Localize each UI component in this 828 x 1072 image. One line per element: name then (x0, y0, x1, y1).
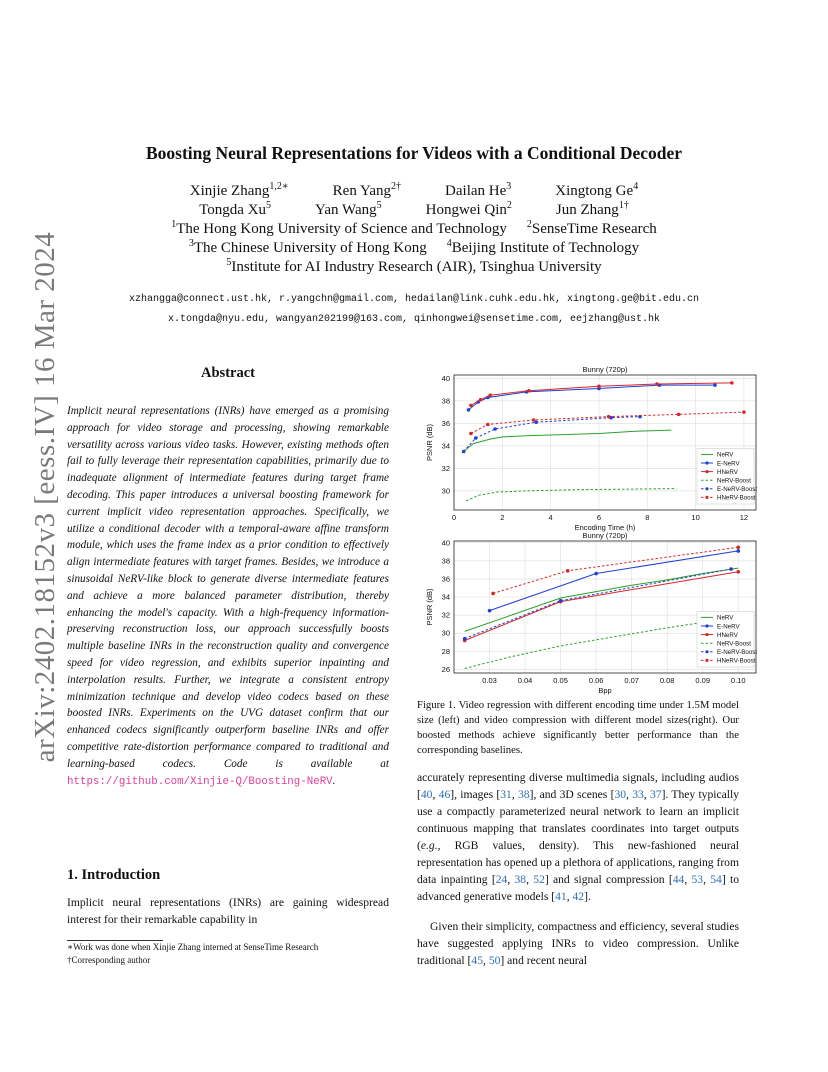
affiliation-name: The Chinese University of Hong Kong (193, 240, 427, 256)
author-name: Ren Yang (332, 183, 392, 199)
affiliation-sup: 5 (226, 257, 232, 268)
data-point (713, 383, 717, 387)
x-tick-label: 0.09 (695, 676, 711, 685)
affiliation (527, 221, 657, 238)
data-point (532, 418, 536, 422)
y-tick-label: 26 (441, 664, 450, 674)
x-tick-label: 0.03 (482, 676, 497, 685)
x-tick-label: 0.08 (659, 676, 675, 685)
text: e.g. (420, 839, 438, 852)
citation-link[interactable]: 53 (691, 873, 704, 886)
text: , (507, 873, 515, 886)
text: ]. They typically use a compactly parameterized neural network to learn an implicit continuous mapping that translates coordinates into target outputs ( (417, 788, 740, 852)
series-line (466, 489, 676, 501)
citation-link[interactable]: 38 (514, 873, 527, 886)
intro-paragraph: Implicit neural representations (INRs) are gaining widespread interest for their remarkable capability in (67, 896, 389, 926)
citation-link[interactable]: 40 (420, 788, 433, 801)
y-tick-label: 36 (441, 418, 450, 428)
text: ] to advanced generative models [ (417, 873, 739, 903)
superscript: 5 (266, 200, 272, 211)
legend-marker (705, 659, 708, 662)
text: , (703, 873, 711, 886)
legend-marker (705, 496, 708, 499)
author-name: Tongda Xu (199, 202, 267, 218)
text: , (566, 890, 573, 903)
citation-link[interactable]: 54 (710, 873, 722, 886)
legend-marker (705, 461, 708, 464)
text: ] and signal compression [ (544, 873, 673, 886)
section-heading-introduction: 1. Introduction (67, 867, 161, 883)
citation-link[interactable]: 46 (438, 788, 451, 801)
data-point (486, 423, 490, 427)
legend-label: E-NeRV (717, 460, 740, 468)
intro-paragraph-right (417, 769, 739, 905)
affiliation-row-3 (0, 259, 828, 276)
data-point (463, 637, 467, 641)
citation-link[interactable]: 50 (488, 954, 501, 967)
text: ] and recent neural (500, 954, 587, 967)
footnote-2: †Corresponding author (67, 955, 151, 965)
affiliation-name: Beijing Institute of Technology (451, 240, 640, 256)
author (445, 183, 511, 200)
data-point (488, 609, 492, 613)
chart-title: Bunny (720p) (582, 531, 628, 540)
text: ], images [ (450, 788, 501, 801)
citation-link[interactable]: 30 (614, 788, 627, 801)
y-axis-label: PSNR (dB) (425, 588, 434, 626)
superscript: 3 (506, 181, 512, 192)
text: Given their simplicity, compactness and efficiency, several studies have suggested applying INRs to video compression. Unlike traditional [ (417, 920, 739, 967)
legend-label: E-NeRV (717, 623, 740, 631)
legend-label: E-NeRV-Boost (717, 486, 758, 494)
data-point (479, 398, 483, 402)
data-point (607, 415, 611, 419)
abstract-heading: Abstract (201, 365, 255, 381)
author (199, 202, 271, 219)
x-tick-label: 0 (451, 513, 457, 522)
x-axis-label: Bpp (598, 686, 612, 695)
y-tick-label: 40 (441, 538, 450, 548)
legend-marker (705, 470, 708, 473)
legend-label: NeRV (717, 614, 734, 622)
superscript: 4 (446, 238, 452, 249)
affiliation-row-2 (0, 240, 828, 257)
x-tick-label: 0.07 (624, 676, 639, 685)
author-name: Yan Wang (315, 202, 377, 218)
affiliation (447, 240, 639, 257)
data-point (527, 389, 531, 393)
author-name: Jun Zhang (555, 202, 619, 218)
affiliation-name: Institute for AI Industry Research (AIR), Tsinghua University (231, 259, 602, 275)
x-tick-label: 0.06 (588, 676, 604, 685)
superscript: 2 (526, 219, 532, 230)
data-point (729, 567, 733, 571)
legend-label: HNeRV-Boost (717, 494, 756, 502)
author-name: Dailan He (445, 183, 507, 199)
data-point (488, 393, 492, 397)
email-list-1[interactable]: xzhangga@connect.ust.hk, r.yangchn@gmail.com, hedailan@link.cuhk.edu.hk, xingtong.ge@bit.edu.cn (128, 294, 700, 305)
legend-label: NeRV-Boost (717, 477, 751, 485)
abstract-text: Implicit neural representations (INRs) have emerged as a promising approach for video storage and processing, showing remarkable versatility across various video tasks. However, existing methods often fail to fully leverage their representation capabilities, primarily due to inadequate alignment of intermediate features during target frame decoding. This paper introduces a universal boosting framework for current implicit video representation approaches. Specifically, we utilize a conditional decoder with a temporal-aware affine transform module, which uses the frame index as a prior condition to effectively align intermediate features with target frames. Besides, we introduce a sinusoidal NeRV-like block to generate diverse intermediate features and achieve a more balanced parameter distribution, thereby enhancing the model's capacity. With a high-frequency information-preserving reconstruction loss, our approach successfully boosts multiple baseline INRs in the reconstruction quality and convergence speed for video regression, and exhibits superior inpainting and interpolation results. Further, we integrate a consistent entropy minimization technique and develop video codecs based on these boosted INRs. Experiments on the UVG dataset confirm that our enhanced codecs significantly outperform baseline INRs and offer competitive rate-distortion performance compared to traditional and learning-based codecs. Code is available at (67, 405, 389, 770)
y-tick-label: 32 (441, 463, 450, 473)
x-tick-label: 4 (548, 513, 553, 522)
citation-link[interactable]: 33 (632, 788, 644, 801)
legend-marker (705, 487, 708, 490)
citation-link[interactable]: 41 (555, 890, 567, 903)
text: , RGB values, density). This new-fashioned neural representation has opened up a plethora of applications, ranging from data inpainting [ (417, 839, 739, 886)
x-tick-label: 0.10 (730, 676, 746, 685)
legend-label: NeRV-Boost (717, 640, 751, 648)
text: , (483, 954, 489, 967)
text: ]. (584, 890, 591, 903)
data-point (469, 432, 473, 436)
data-point (566, 569, 570, 573)
author-name: Xingtong Ge (555, 183, 634, 199)
text: , (511, 788, 518, 801)
author (426, 202, 512, 219)
intro-paragraph-right-2 (417, 918, 739, 969)
series-line (469, 385, 715, 410)
citation-link[interactable]: 52 (533, 873, 545, 886)
data-point (594, 572, 598, 576)
data-point (469, 404, 473, 408)
affiliation (171, 221, 507, 238)
x-tick-label: 12 (739, 513, 749, 522)
data-point (597, 384, 601, 388)
affiliation-row-1 (0, 221, 828, 238)
data-point (467, 408, 471, 412)
text: , (432, 788, 439, 801)
y-tick-label: 30 (441, 486, 450, 496)
text: accurately representing diverse multimedia signals, including audios [ (417, 771, 739, 801)
superscript: 2 (506, 200, 512, 211)
legend-marker (705, 650, 708, 653)
y-tick-label: 40 (441, 373, 450, 383)
author-row-2 (0, 202, 828, 219)
text: , (626, 788, 633, 801)
legend-label: E-NeRV-Boost (717, 649, 758, 657)
text: , (526, 873, 534, 886)
citation-link[interactable]: 42 (572, 890, 585, 903)
superscript: 3 (188, 238, 194, 249)
legend-marker (705, 624, 708, 627)
data-point (559, 599, 563, 603)
x-tick-label: 0.05 (553, 676, 568, 685)
data-point (655, 382, 659, 386)
legend-label: HNeRV (717, 468, 738, 476)
y-tick-label: 28 (441, 646, 450, 656)
abstract-body: Implicit neural representations (INRs) have emerged as a promising approach for video storage and processing, showing remarkable versatility across various video tasks. However, existing methods often fail to fully leverage their representation capabilities, primarily due to inadequate alignment of intermediate features during target frame decoding. This paper introduces a universal boosting framework for current implicit video representation approaches. Specifically, we utilize a conditional decoder with a temporal-aware affine transform module, which uses the frame index as a prior condition to effectively align intermediate features with target frames. Besides, we introduce a sinusoidal NeRV-like block to generate diverse intermediate features and achieve a more balanced parameter distribution, thereby enhancing the model's capacity. With a high-frequency information-preserving reconstruction loss, our approach successfully boosts multiple baseline INRs in the reconstruction quality and convergence speed for video regression, and exhibits superior inpainting and interpolation results. Further, we integrate a consistent entropy minimization technique and develop video codecs based on these boosted INRs. Experiments on the UVG dataset confirm that our enhanced codecs significantly outperform baseline INRs and offer competitive rate-distortion performance compared to traditional and learning-based codecs. Code is available at https://github.com/Xinjie-Q/Boosting-NeRV. (67, 405, 389, 788)
y-axis-label: PSNR (dB) (425, 423, 434, 462)
x-tick-label: 8 (645, 513, 650, 522)
chart-bpp (418, 528, 758, 696)
y-tick-label: 30 (441, 628, 450, 638)
figure-caption: Figure 1. Video regression with different encoding time under 1.5M model size (left) and video compression with different model sizes(right). Our boosted methods achieve significantly better performance than the corresponding baselines. (417, 699, 739, 756)
series-line (464, 430, 672, 451)
author (556, 202, 629, 219)
citation-link[interactable]: 44 (672, 873, 685, 886)
y-tick-label: 36 (441, 574, 450, 584)
paper-title: Boosting Neural Representations for Videos with a Conditional Decoder (145, 143, 683, 163)
author (555, 183, 638, 200)
citation-link[interactable]: 38 (518, 788, 530, 801)
superscript: 1,2∗ (269, 181, 289, 192)
y-tick-label: 34 (441, 441, 450, 451)
citation-link[interactable]: 37 (649, 788, 662, 801)
superscript: 4 (633, 181, 639, 192)
data-point (736, 570, 740, 574)
citation-link[interactable]: 31 (500, 788, 512, 801)
author (333, 183, 401, 200)
series-line (464, 417, 640, 452)
y-tick-label: 38 (441, 396, 450, 406)
data-point (491, 592, 495, 596)
author-name: Xinjie Zhang (189, 183, 270, 199)
author (315, 202, 382, 219)
y-tick-label: 34 (441, 592, 450, 602)
text: , (643, 788, 650, 801)
x-tick-label: 2 (500, 513, 505, 522)
data-point (742, 410, 746, 414)
chart-title: Bunny (720p) (582, 365, 628, 374)
y-tick-label: 38 (441, 556, 450, 566)
author-row-1 (0, 183, 828, 200)
data-point (736, 549, 740, 553)
data-point (736, 546, 740, 550)
citation-link[interactable]: 45 (471, 954, 484, 967)
series-line (490, 551, 739, 611)
legend-label: NeRV (717, 451, 734, 459)
x-axis-label: Encoding Time (h) (574, 523, 636, 532)
data-point (730, 381, 734, 385)
x-tick-label: 0.04 (517, 676, 533, 685)
superscript: 5 (376, 200, 382, 211)
text: , (684, 873, 692, 886)
chart-encoding-time (418, 362, 758, 532)
text: ], and 3D scenes [ (529, 788, 615, 801)
author (190, 183, 289, 200)
legend-label: HNeRV (717, 631, 738, 639)
superscript: 1 (171, 219, 177, 230)
legend-label: HNeRV-Boost (717, 657, 756, 665)
data-point (462, 450, 466, 454)
arxiv-stamp: arXiv:2402.18152v3 [eess.IV] 16 Mar 2024 (29, 231, 61, 763)
affiliation (189, 240, 427, 257)
x-tick-label: 10 (691, 513, 700, 522)
email-list-2[interactable]: x.tongda@nyu.edu, wangyan202199@163.com, qinhongwei@sensetime.com, eejzhang@ust.hk (167, 314, 661, 325)
author-name: Hongwei Qin (425, 202, 507, 218)
data-point (493, 427, 497, 431)
superscript: 2† (391, 181, 402, 192)
legend-marker (705, 633, 708, 636)
citation-link[interactable]: 24 (495, 873, 508, 886)
y-tick-label: 32 (441, 610, 450, 620)
superscript: 1† (618, 200, 629, 211)
footnote-1: ∗Work was done when Xinjie Zhang interned at SenseTime Research (67, 942, 319, 952)
data-point (474, 436, 478, 440)
affiliation-name: The Hong Kong University of Science and Technology (176, 221, 507, 237)
code-link[interactable]: https://github.com/Xinjie-Q/Boosting-NeRV (67, 775, 333, 788)
x-tick-label: 6 (596, 513, 602, 522)
data-point (677, 413, 681, 417)
affiliation-name: SenseTime Research (531, 221, 657, 237)
